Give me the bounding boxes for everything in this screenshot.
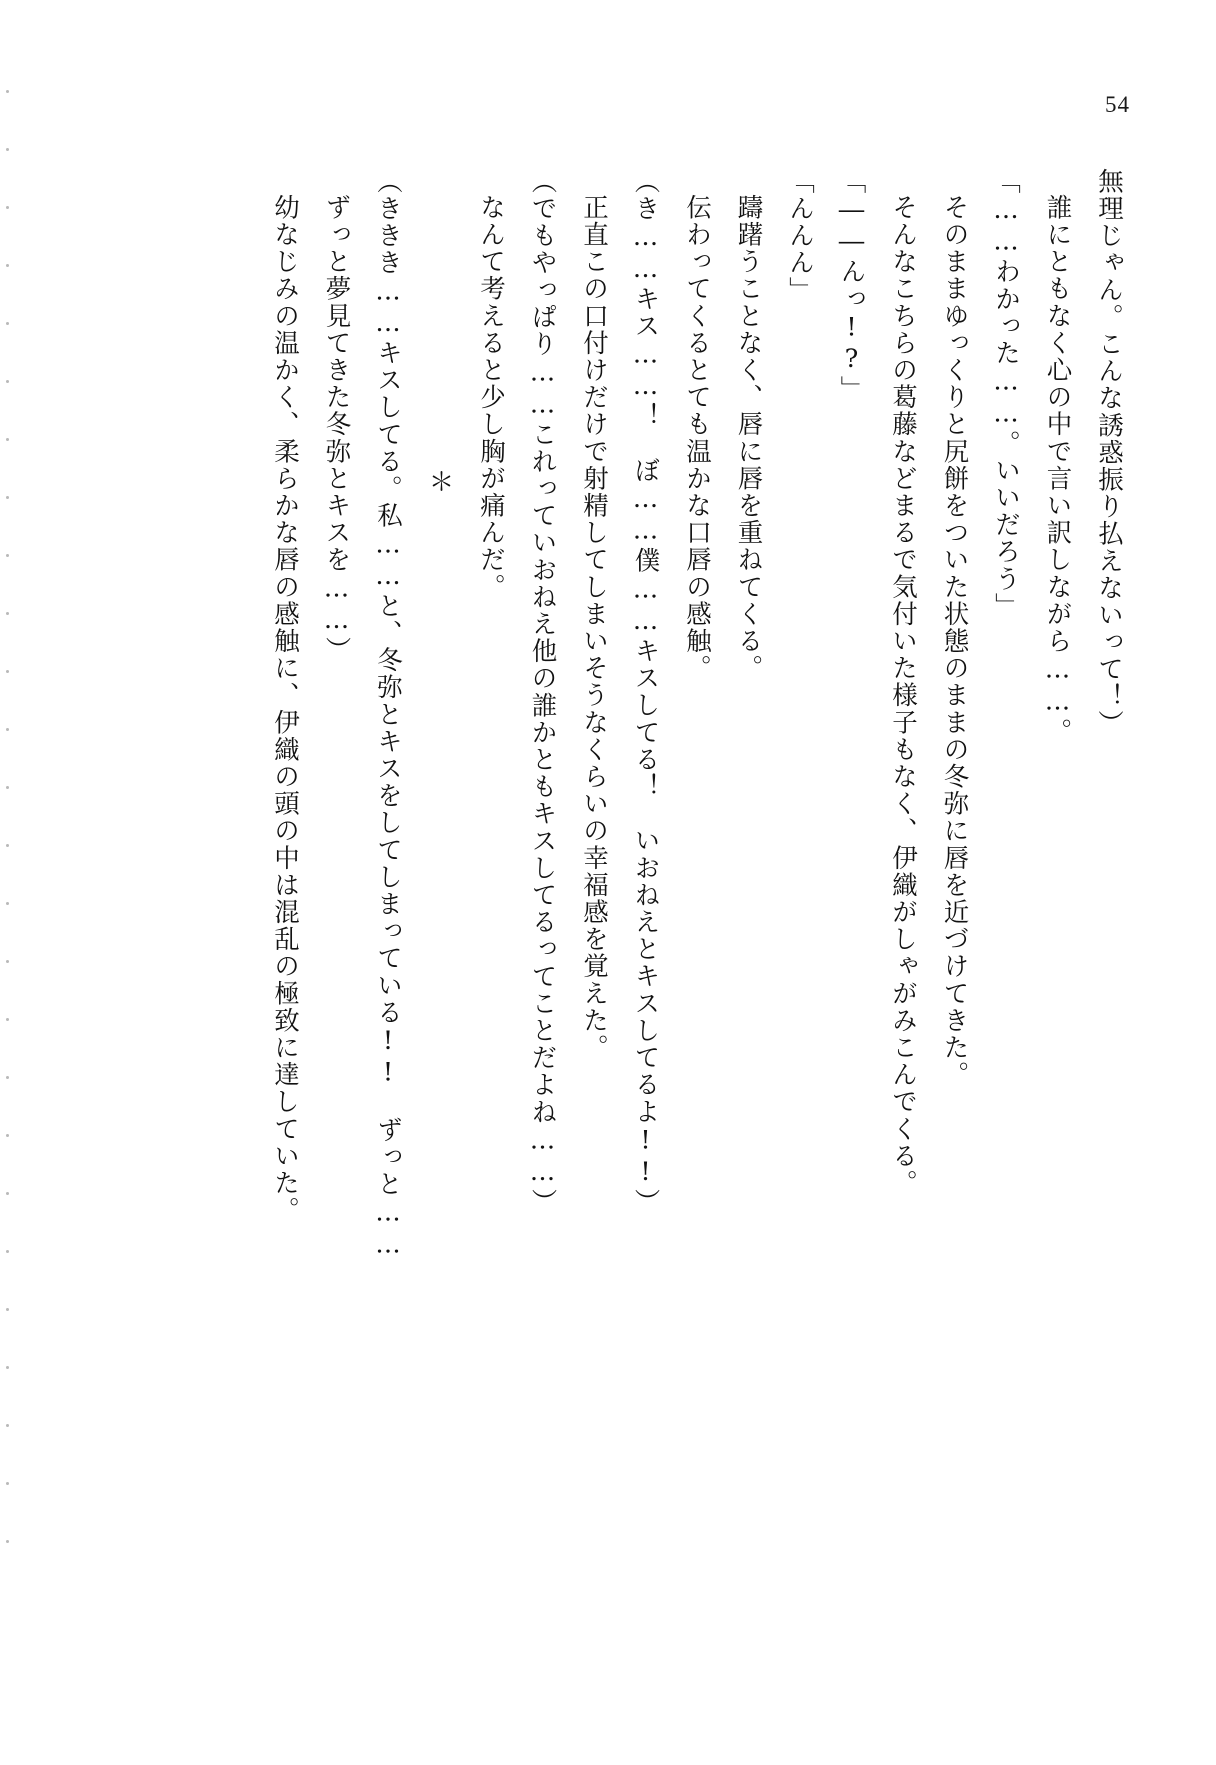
page-edge-marks: [6, 90, 14, 1590]
body-paragraph: ＊: [424, 468, 455, 494]
body-paragraph: 「……わかった……。いいだろう」: [991, 168, 1021, 620]
body-paragraph: 無理じゃん。こんな誘惑振り払えないって！）: [1094, 168, 1124, 738]
body-paragraph: 幼なじみの温かく、柔らかな唇の感触に、伊織の頭の中は混乱の極致に達していた。: [270, 194, 300, 1224]
body-paragraph: そのままゆっくりと尻餅をついた状態のままの冬弥に唇を近づけてきた。: [939, 194, 970, 1089]
body-paragraph: 誰にともなく心の中で言い訳しながら……。: [1042, 194, 1073, 745]
body-paragraph: なんて考えると少し胸が痛んだ。: [476, 194, 506, 601]
body-paragraph: （き……キス……！ ぼ……僕……キスしてる！ いおねえとキスしてるよ!!）: [630, 168, 661, 1216]
body-paragraph: 伝わってくるとても温かな口唇の感触。: [682, 194, 712, 682]
body-paragraph: 「んんん」: [785, 168, 815, 304]
body-paragraph: そんなこちらの葛藤などまるで気付いた様子もなく、伊織がしゃがみこんでくる。: [888, 194, 918, 1197]
page-number: 54: [1105, 92, 1130, 117]
page-body-text: [270, 168, 1134, 1468]
body-paragraph: 「――んっ!?」: [836, 168, 867, 403]
body-paragraph: 正直この口付けだけで射精してしまいそうなくらいの幸福感を覚えた。: [579, 194, 609, 1062]
body-paragraph: 躊躇うことなく、唇に唇を重ねてくる。: [733, 194, 764, 682]
body-paragraph: （ききき……キスしてる。私……と、冬弥とキスをしてしまっている!! ずっと……: [373, 168, 403, 1261]
body-paragraph: （でもやっぱり……これっていおねえ他の誰かともキスしてるってことだよね……）: [527, 168, 558, 1216]
body-paragraph: ずっと夢見てきた冬弥とキスを……）: [321, 194, 352, 664]
